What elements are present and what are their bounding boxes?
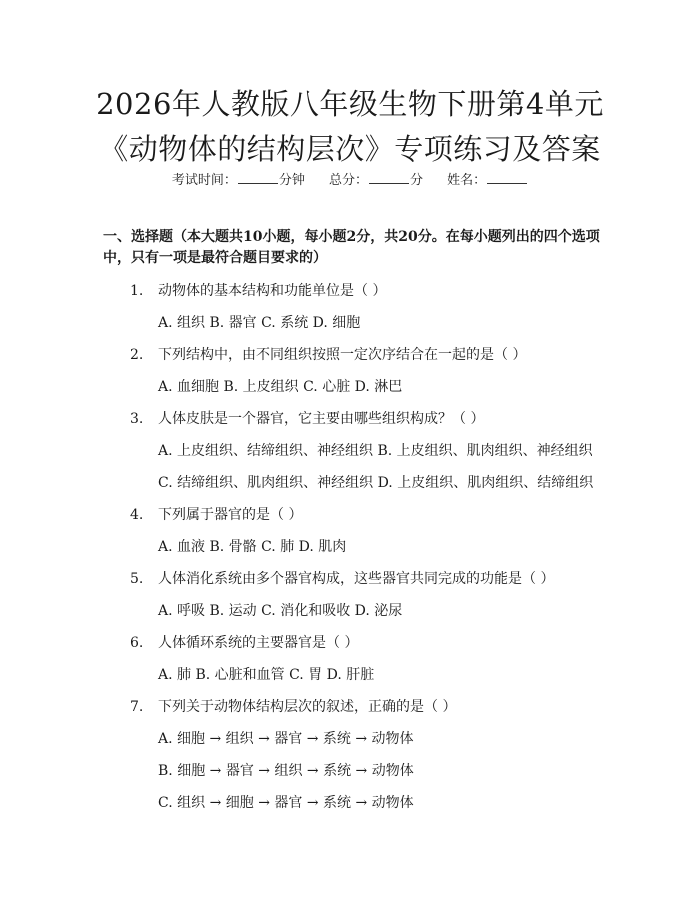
- page-title: 2026年人教版八年级生物下册第4单元《动物体的结构层次》专项练习及答案: [96, 87, 604, 166]
- answer-options: C. 结缔组织、肌肉组织、神经组织 D. 上皮组织、肌肉组织、结缔组织: [158, 475, 594, 491]
- question-number: 7.: [130, 699, 144, 715]
- question-item: [130, 505, 302, 525]
- question-text: 人体消化系统由多个器官构成，这些器官共同完成的功能是（ ）: [158, 571, 555, 587]
- total-score-label: 总分：: [328, 173, 368, 188]
- question-text: 人体皮肤是一个器官，它主要由哪些组织构成？（ ）: [158, 411, 485, 427]
- section-heading: 一、选择题（本大题共10小题，每小题2分，共20分。在每小题列出的四个选项中，只有一项是最符合题目要求的）: [103, 229, 600, 266]
- answer-options: A. 细胞 → 组织 → 器官 → 系统 → 动物体: [158, 731, 414, 747]
- exam-time-field: [172, 173, 305, 188]
- question-item: [130, 569, 554, 589]
- total-score-field: [329, 173, 423, 188]
- question-text: 下列关于动物体结构层次的叙述，正确的是（ ）: [158, 699, 457, 715]
- question-text: 下列属于器官的是（ ）: [158, 507, 303, 523]
- exam-time-unit: 分钟: [278, 173, 305, 188]
- question-item: [130, 633, 358, 653]
- student-name-blank: [487, 172, 527, 184]
- answer-options: C. 组织 → 细胞 → 器官 → 系统 → 动物体: [158, 795, 414, 811]
- question-text: 动物体的基本结构和功能单位是（ ）: [158, 283, 387, 299]
- total-score-blank: [369, 172, 409, 184]
- question-number: 6.: [130, 635, 144, 651]
- exam-info: [0, 169, 700, 188]
- answer-options: B. 细胞 → 器官 → 组织 → 系统 → 动物体: [158, 763, 414, 779]
- exam-time-label: 考试时间：: [171, 173, 237, 188]
- student-name-field: [447, 173, 528, 188]
- question-item: [130, 409, 484, 429]
- question-number: 5.: [130, 571, 144, 587]
- answer-options: A. 血液 B. 骨骼 C. 肺 D. 肌肉: [158, 539, 347, 555]
- question-text: 人体循环系统的主要器官是（ ）: [158, 635, 359, 651]
- question-text: 下列结构中，由不同组织按照一定次序结合在一起的是（ ）: [158, 347, 527, 363]
- question-number: 4.: [130, 507, 144, 523]
- question-item: [130, 345, 526, 365]
- question-number: 2.: [130, 347, 144, 363]
- answer-options: A. 血细胞 B. 上皮组织 C. 心脏 D. 淋巴: [158, 379, 403, 395]
- question-item: [130, 697, 456, 717]
- question-number: 3.: [130, 411, 144, 427]
- exam-time-blank: [238, 172, 278, 184]
- answer-options: A. 呼吸 B. 运动 C. 消化和吸收 D. 泌尿: [158, 603, 403, 619]
- answer-options: A. 组织 B. 器官 C. 系统 D. 细胞: [158, 315, 361, 331]
- question-item: [130, 281, 386, 301]
- answer-options: A. 肺 B. 心脏和血管 C. 胃 D. 肝脏: [158, 667, 375, 683]
- question-number: 1.: [130, 283, 144, 299]
- answer-options: A. 上皮组织、结缔组织、神经组织 B. 上皮组织、肌肉组织、神经组织: [158, 443, 593, 459]
- total-score-unit: 分: [410, 173, 424, 188]
- student-name-label: 姓名：: [447, 173, 487, 188]
